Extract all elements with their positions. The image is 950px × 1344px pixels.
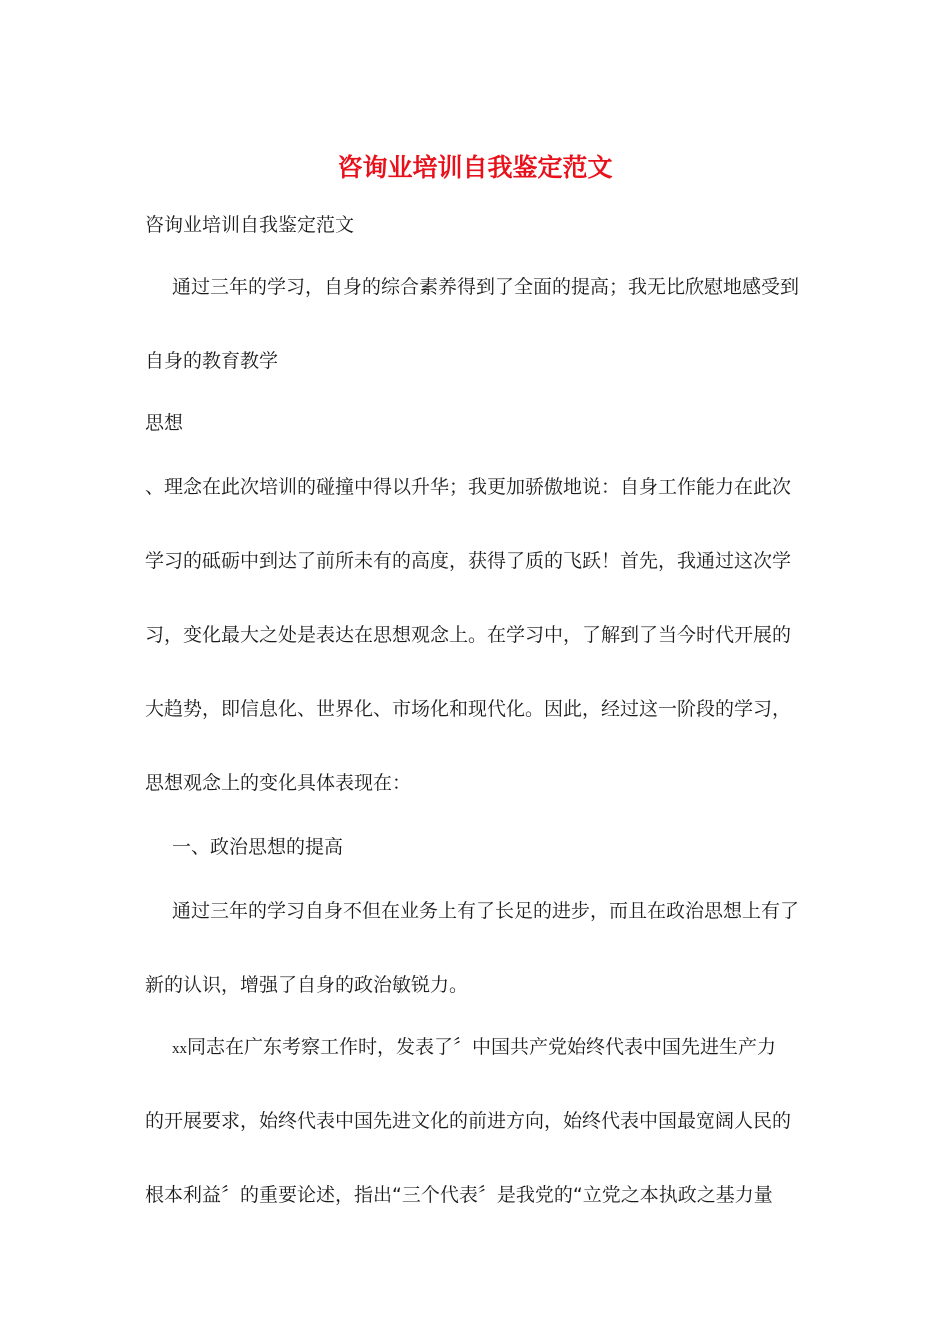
document-title: 咨询业培训自我鉴定范文 [337, 153, 613, 182]
paragraph-line: 新的认识，增强了自身的政治敏锐力。 [145, 974, 469, 996]
section-heading: 一、政治思想的提高 [172, 836, 344, 858]
paragraph-line: 通过三年的学习，自身的综合素养得到了全面的提高；我无比欣慰地感受到 [172, 276, 800, 298]
paragraph-line: 学习的砥砺中到达了前所未有的高度，获得了质的飞跃！首先，我通过这次学 [145, 550, 792, 572]
paragraph-line: 习，变化最大之处是表达在思想观念上。在学习中，了解到了当今时代开展的 [145, 624, 792, 646]
paragraph-line: 大趋势，即信息化、世界化、市场化和现代化。因此，经过这一阶段的学习， [145, 698, 792, 720]
paragraph-line: 思想 [145, 412, 184, 434]
subtitle-line: 咨询业培训自我鉴定范文 [145, 214, 355, 236]
paragraph-text: 同志在广东考察工作时，发表了〞中国共产党始终代表中国先进生产力 [187, 1036, 777, 1058]
paragraph-line: 根本利益〞的重要论述，指出“三个代表〞是我党的“立党之本执政之基力量 [145, 1184, 773, 1206]
paragraph-line: 思想观念上的变化具体表现在： [145, 772, 412, 794]
paragraph-line [172, 1033, 842, 1063]
name-placeholder: xx [172, 1041, 187, 1057]
paragraph-line: 的开展要求，始终代表中国先进文化的前进方向，始终代表中国最宽阔人民的 [145, 1110, 792, 1132]
paragraph-line: 、理念在此次培训的碰撞中得以升华；我更加骄傲地说：自身工作能力在此次 [145, 476, 792, 498]
paragraph-line: 通过三年的学习自身不但在业务上有了长足的进步，而且在政治思想上有了 [172, 900, 800, 922]
paragraph-line: 自身的教育教学 [145, 350, 279, 372]
